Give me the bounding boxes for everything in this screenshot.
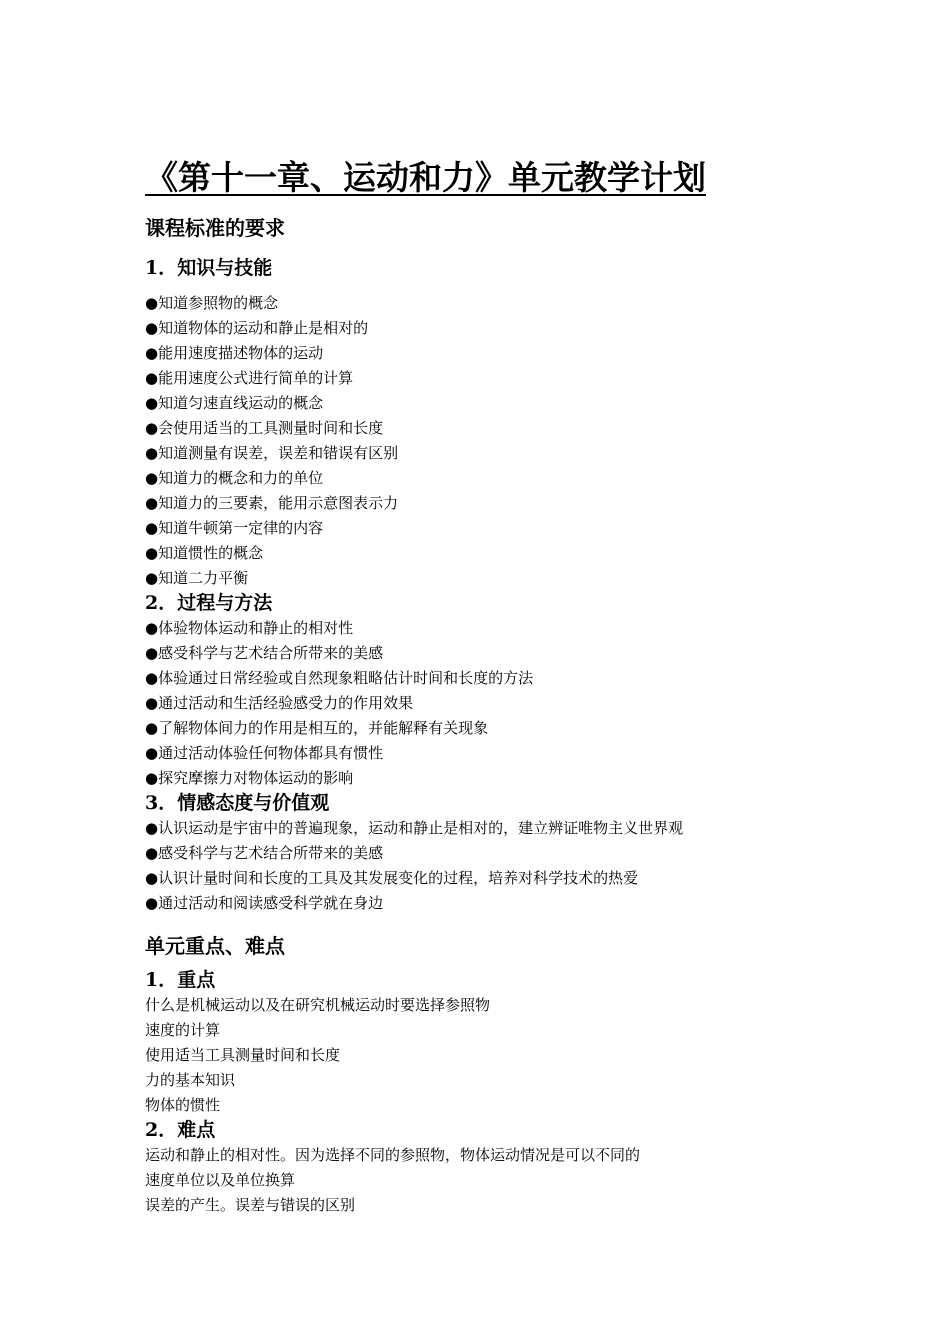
list-item: ●体验通过日常经验或自然现象粗略估计时间和长度的方法 — [145, 669, 534, 687]
list-item: ●知道惯性的概念 — [145, 544, 264, 562]
list-item: ●认识运动是宇宙中的普遍现象，运动和静止是相对的，建立辨证唯物主义世界观 — [145, 819, 684, 837]
list-item: 使用适当工具测量时间和长度 — [145, 1046, 341, 1064]
list-item: 速度的计算 — [145, 1021, 221, 1039]
list-item: ●知道二力平衡 — [145, 569, 249, 587]
list-item: ●会使用适当的工具测量时间和长度 — [145, 419, 384, 437]
list-item: ●通过活动和阅读感受科学就在身边 — [145, 894, 384, 912]
section-heading-curriculum-standards: 课程标准的要求 — [145, 216, 285, 240]
list-item: ●知道力的三要素，能用示意图表示力 — [145, 494, 399, 512]
list-item: ●知道牛顿第一定律的内容 — [145, 519, 324, 537]
subheading-knowledge-skills: 1．知识与技能 — [145, 257, 273, 279]
list-attitudes-values — [145, 816, 845, 916]
list-item: ●能用速度公式进行简单的计算 — [145, 369, 354, 387]
list-item: 力的基本知识 — [145, 1071, 236, 1089]
list-item: ●知道测量有误差，误差和错误有区别 — [145, 444, 399, 462]
list-item: ●知道物体的运动和静止是相对的 — [145, 319, 369, 337]
subheading-process-methods: 2．过程与方法 — [145, 592, 273, 614]
list-item: ●通过活动体验任何物体都具有惯性 — [145, 744, 384, 762]
list-item: 物体的惯性 — [145, 1096, 221, 1114]
document-title: 《第十一章、运动和力》单元教学计划 — [145, 158, 706, 197]
list-item: ●体验物体运动和静止的相对性 — [145, 619, 354, 637]
list-item: ●感受科学与艺术结合所带来的美感 — [145, 644, 384, 662]
subheading-attitudes-values: 3．情感态度与价值观 — [145, 792, 330, 814]
section-heading-key-difficult-points: 单元重点、难点 — [145, 934, 285, 958]
list-item: ●了解物体间力的作用是相互的，并能解释有关现象 — [145, 719, 489, 737]
document-page — [145, 150, 845, 1218]
list-difficult-points — [145, 1143, 845, 1218]
list-item: ●知道力的概念和力的单位 — [145, 469, 324, 487]
list-knowledge-skills — [145, 291, 845, 591]
list-item: ●能用速度描述物体的运动 — [145, 344, 324, 362]
list-key-points — [145, 993, 845, 1118]
list-item: ●认识计量时间和长度的工具及其发展变化的过程，培养对科学技术的热爱 — [145, 869, 639, 887]
list-item: 运动和静止的相对性。因为选择不同的参照物，物体运动情况是可以不同的 — [145, 1146, 641, 1164]
subheading-key-points: 1．重点 — [145, 969, 216, 991]
list-item: ●探究摩擦力对物体运动的影响 — [145, 769, 354, 787]
list-process-methods — [145, 616, 845, 791]
subheading-difficult-points: 2．难点 — [145, 1119, 216, 1141]
list-item: 误差的产生。误差与错误的区别 — [145, 1196, 356, 1214]
list-item: 速度单位以及单位换算 — [145, 1171, 296, 1189]
list-item: 什么是机械运动以及在研究机械运动时要选择参照物 — [145, 996, 491, 1014]
list-item: ●知道参照物的概念 — [145, 294, 279, 312]
list-item: ●通过活动和生活经验感受力的作用效果 — [145, 694, 414, 712]
list-item: ●知道匀速直线运动的概念 — [145, 394, 324, 412]
list-item: ●感受科学与艺术结合所带来的美感 — [145, 844, 384, 862]
